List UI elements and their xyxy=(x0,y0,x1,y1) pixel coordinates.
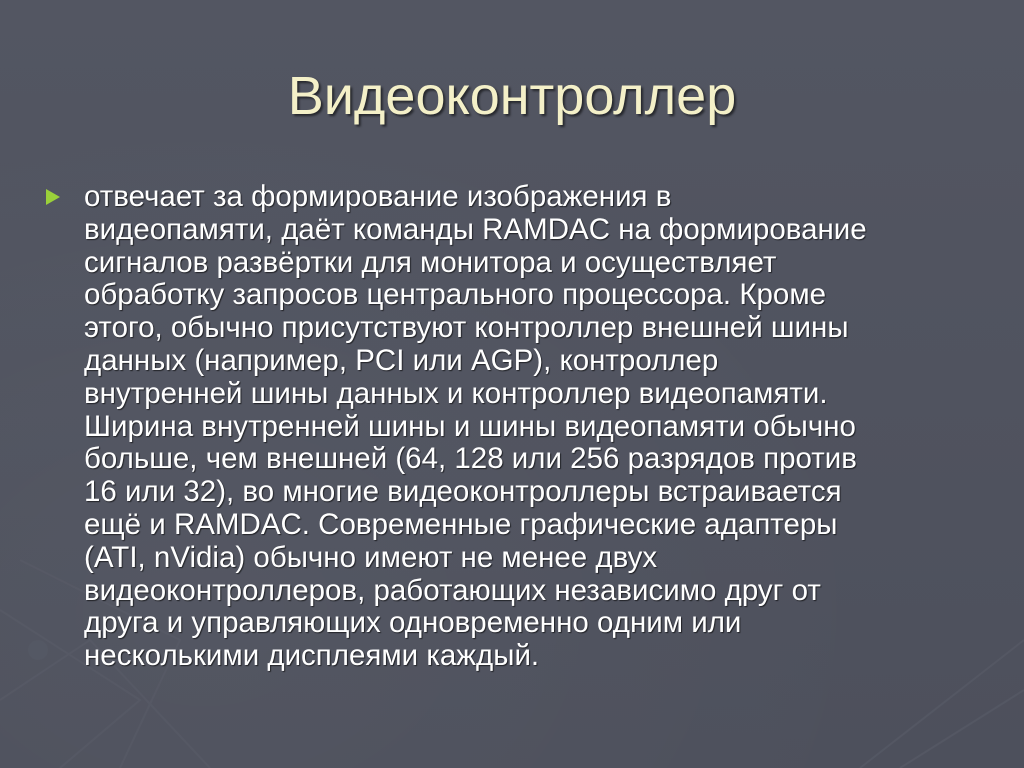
bullet-text: отвечает за формирование изображения в видеопамяти, даёт команды RAMDAC на формирование сигналов развёртки для монитора и осуществляет обработку запросов центрального процессора. Кроме этого, обычно присутствуют контроллер внешней шины данных (например, PCI или AGP), контроллер внутренней шины данных и контроллер видеопамяти. Ширина внутренней шины и шины видеопамяти обычно больше, чем внешней (64, 128 или 256 разрядов против 16 или 32), во многие видеоконтроллеры встраивается ещё и RAMDAC. Современные графические адаптеры (ATI, nVidia) обычно имеют не менее двух видеоконтроллеров, работающих независимо друг от друга и управляющих одновременно одним или несколькими дисплеями каждый. xyxy=(84,180,867,673)
slide-content xyxy=(46,181,986,673)
slide-title: Видеоконтроллер xyxy=(287,66,737,126)
bullet-triangle-icon xyxy=(46,189,60,205)
bullet-item xyxy=(46,181,986,673)
